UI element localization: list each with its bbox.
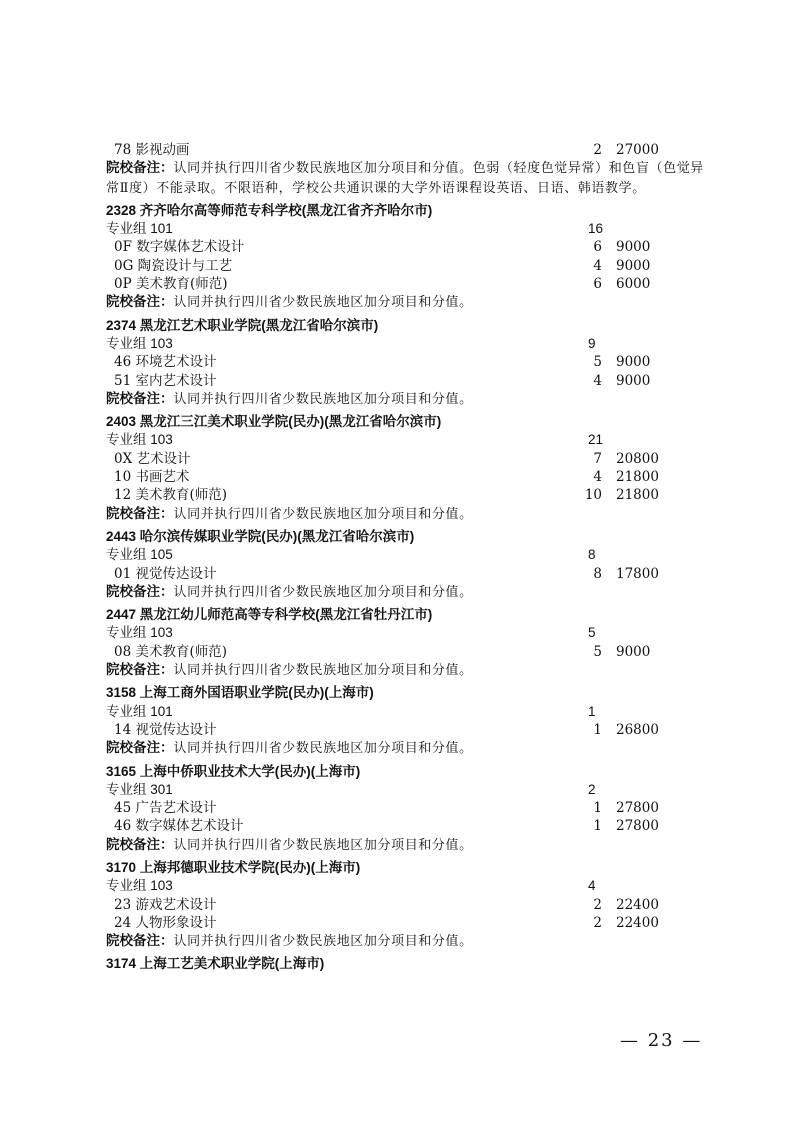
major-count: 2	[593, 914, 602, 931]
school-block	[106, 317, 706, 409]
major-name: 14 视觉传达设计	[114, 721, 217, 738]
major-fee: 9000	[616, 372, 651, 389]
school-block	[106, 859, 706, 951]
school-title: 2443 哈尔滨传媒职业学院(民办)(黑龙江省哈尔滨市)	[106, 528, 415, 544]
group-count: 16	[588, 221, 604, 237]
school-remark	[106, 739, 706, 758]
major-fee: 17800	[616, 565, 659, 582]
major-name: 24 人物形象设计	[114, 914, 217, 931]
major-count: 1	[593, 721, 602, 738]
school-remark	[106, 505, 706, 524]
major-group-row	[106, 877, 706, 895]
group-label: 专业组 103	[106, 335, 173, 351]
major-fee: 22400	[616, 896, 659, 913]
major-group-row	[106, 220, 706, 238]
major-fee: 27000	[616, 142, 659, 158]
group-label: 专业组 103	[106, 878, 173, 894]
group-count: 2	[588, 781, 596, 797]
major-group-row	[106, 624, 706, 642]
school-title: 2374 黑龙江艺术职业学院(黑龙江省哈尔滨市)	[106, 317, 379, 333]
group-count: 5	[588, 625, 596, 641]
major-name: 46 环境艺术设计	[114, 354, 217, 371]
school-title: 2328 齐齐哈尔高等师范专科学校(黑龙江省齐齐哈尔市)	[106, 202, 433, 218]
major-row	[106, 238, 706, 256]
group-count: 1	[588, 703, 596, 719]
group-label: 专业组 105	[106, 547, 173, 563]
major-count: 7	[593, 450, 602, 467]
school-title: 2403 黑龙江三江美术职业学院(民办)(黑龙江省哈尔滨市)	[106, 414, 442, 430]
group-count: 9	[588, 335, 596, 351]
school-block	[106, 202, 706, 313]
major-name: 0X 艺术设计	[114, 450, 191, 467]
school-block	[106, 413, 706, 524]
major-row	[106, 257, 706, 275]
major-count: 6	[593, 276, 602, 293]
major-fee: 9000	[616, 643, 651, 660]
major-row	[106, 817, 706, 835]
remark-label: 院校备注：	[106, 740, 174, 756]
major-row	[106, 275, 706, 293]
school-remark	[106, 583, 706, 602]
remark-text: 认同并执行四川省少数民族地区加分项目和分值。	[173, 506, 473, 522]
group-label: 专业组 101	[106, 703, 173, 719]
major-row	[106, 721, 706, 739]
major-group-row	[106, 781, 706, 799]
remark-label: 院校备注：	[106, 836, 174, 852]
major-row	[106, 353, 706, 371]
major-name: 01 视觉传达设计	[114, 565, 217, 582]
school-remark	[106, 159, 706, 198]
major-row	[106, 643, 706, 661]
group-label: 专业组 101	[106, 221, 173, 237]
major-count: 5	[593, 643, 602, 660]
group-count: 4	[588, 878, 596, 894]
remark-text: 认同并执行四川省少数民族地区加分项目和分值。色弱（轻度色觉异常）和色盲（色觉异常Ⅱ度）不能录取。不限语种，学校公共通识课的大学外语课程设英语、日语、韩语教学。	[106, 161, 704, 196]
school-title: 3158 上海工商外国语职业学院(民办)(上海市)	[106, 685, 374, 701]
major-row	[106, 914, 706, 932]
major-count: 1	[593, 800, 602, 817]
school-block	[106, 528, 706, 602]
major-fee: 21800	[616, 487, 659, 504]
major-name: 23 游戏艺术设计	[114, 896, 217, 913]
major-count: 6	[593, 239, 602, 256]
page-number: — 23 —	[620, 1030, 703, 1051]
school-block	[106, 763, 706, 855]
group-count: 21	[588, 432, 604, 448]
school-title: 3165 上海中侨职业技术大学(民办)(上海市)	[106, 763, 361, 779]
school-remark	[106, 390, 706, 409]
major-fee: 26800	[616, 721, 659, 738]
school-title: 2447 黑龙江幼儿师范高等专科学校(黑龙江省牡丹江市)	[106, 607, 433, 623]
major-row	[106, 565, 706, 583]
remark-label: 院校备注：	[106, 294, 174, 310]
remark-text: 认同并执行四川省少数民族地区加分项目和分值。	[173, 663, 473, 679]
school-remark	[106, 661, 706, 680]
major-name: 10 书画艺术	[114, 469, 190, 486]
school-remark	[106, 293, 706, 312]
remark-text: 认同并执行四川省少数民族地区加分项目和分值。	[173, 741, 473, 757]
major-count: 2	[593, 142, 602, 158]
admission-list	[106, 141, 706, 974]
remark-text: 认同并执行四川省少数民族地区加分项目和分值。	[173, 584, 473, 600]
remark-label: 院校备注：	[106, 662, 174, 678]
major-row	[106, 799, 706, 817]
major-fee: 20800	[616, 450, 659, 467]
major-fee: 9000	[616, 354, 651, 371]
school-block	[106, 606, 706, 680]
major-group-row	[106, 546, 706, 564]
major-name: 0G 陶瓷设计与工艺	[114, 257, 233, 274]
major-row	[106, 450, 706, 468]
remark-label: 院校备注：	[106, 160, 174, 176]
major-fee: 21800	[616, 469, 659, 486]
major-count: 4	[593, 257, 602, 274]
major-name: 78 影视动画	[114, 142, 190, 158]
major-count: 5	[593, 354, 602, 371]
major-fee: 27800	[616, 818, 659, 835]
school-list	[106, 202, 706, 952]
major-name: 12 美术教育(师范)	[114, 487, 228, 504]
remark-text: 认同并执行四川省少数民族地区加分项目和分值。	[173, 295, 473, 311]
major-fee: 22400	[616, 914, 659, 931]
major-name: 46 数字媒体艺术设计	[114, 818, 244, 835]
major-count: 2	[593, 896, 602, 913]
remark-text: 认同并执行四川省少数民族地区加分项目和分值。	[173, 837, 473, 853]
major-count: 4	[593, 372, 602, 389]
major-count: 8	[593, 565, 602, 582]
major-name: 08 美术教育(师范)	[114, 643, 228, 660]
school-title: 3174 上海工艺美术职业学院(上海市)	[106, 956, 325, 972]
major-fee: 9000	[616, 257, 651, 274]
major-row	[106, 141, 706, 159]
remark-text: 认同并执行四川省少数民族地区加分项目和分值。	[173, 934, 473, 950]
remark-label: 院校备注：	[106, 505, 174, 521]
major-fee: 6000	[616, 276, 651, 293]
remark-label: 院校备注：	[106, 933, 174, 949]
major-name: 0F 数字媒体艺术设计	[114, 239, 245, 256]
major-name: 0P 美术教育(师范)	[114, 276, 228, 293]
major-group-row	[106, 703, 706, 721]
group-label: 专业组 103	[106, 625, 173, 641]
major-count: 4	[593, 469, 602, 486]
school-remark	[106, 932, 706, 951]
major-group-row	[106, 335, 706, 353]
school-block	[106, 684, 706, 758]
major-count: 10	[584, 487, 602, 504]
group-count: 8	[588, 547, 596, 563]
school-remark	[106, 836, 706, 855]
major-row	[106, 468, 706, 486]
major-count: 1	[593, 818, 602, 835]
major-name: 45 广告艺术设计	[114, 800, 217, 817]
major-row	[106, 896, 706, 914]
remark-label: 院校备注：	[106, 390, 174, 406]
major-fee: 9000	[616, 239, 651, 256]
major-group-row	[106, 431, 706, 449]
school-title: 3170 上海邦德职业技术学院(民办)(上海市)	[106, 859, 361, 875]
major-name: 51 室内艺术设计	[114, 372, 217, 389]
major-row	[106, 372, 706, 390]
group-label: 专业组 301	[106, 781, 173, 797]
group-label: 专业组 103	[106, 432, 173, 448]
major-row	[106, 486, 706, 504]
remark-text: 认同并执行四川省少数民族地区加分项目和分值。	[173, 391, 473, 407]
major-fee: 27800	[616, 800, 659, 817]
remark-label: 院校备注：	[106, 583, 174, 599]
